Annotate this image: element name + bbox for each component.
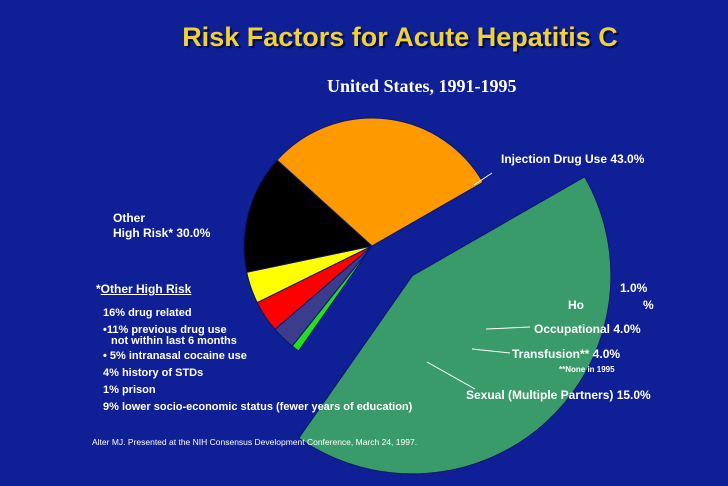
list-item: •11% previous drug use <box>103 324 227 336</box>
partial-pct-label: 1.0% <box>620 281 648 295</box>
sexual-label: Sexual (Multiple Partners) 15.0% <box>466 388 651 402</box>
other-label-line2: High Risk* 30.0% <box>113 226 211 240</box>
list-item: 1% prison <box>103 384 156 396</box>
other-high-risk-title: Other High Risk <box>100 282 192 296</box>
partial-pct2-label: % <box>643 298 654 312</box>
chart-title: Risk Factors for Acute Hepatitis C <box>182 22 618 52</box>
list-item: 9% lower socio-economic status (fewer years of education) <box>103 401 413 413</box>
asterisk: * <box>96 282 101 296</box>
transfusion-label: Transfusion** 4.0% <box>512 347 621 361</box>
none-in-1995-note: **None in 1995 <box>559 365 615 374</box>
citation: Alter MJ. Presented at the NIH Consensus Development Conference, March 24, 1997. <box>92 437 418 447</box>
list-item: not within last 6 months <box>111 335 237 347</box>
list-item: 16% drug related <box>103 307 192 319</box>
other-high-risk-list <box>103 305 412 416</box>
idu-label: Injection Drug Use 43.0% <box>501 152 645 166</box>
occupational-label: Occupational 4.0% <box>534 322 641 336</box>
other-label-line1: Other <box>113 211 146 225</box>
chart-subtitle: United States, 1991-1995 <box>327 76 517 96</box>
other-high-risk-heading <box>96 282 191 296</box>
partial-ho-label: Ho <box>568 298 584 312</box>
list-item: • 5% intranasal cocaine use <box>103 350 247 362</box>
list-item: 4% history of STDs <box>103 367 204 379</box>
